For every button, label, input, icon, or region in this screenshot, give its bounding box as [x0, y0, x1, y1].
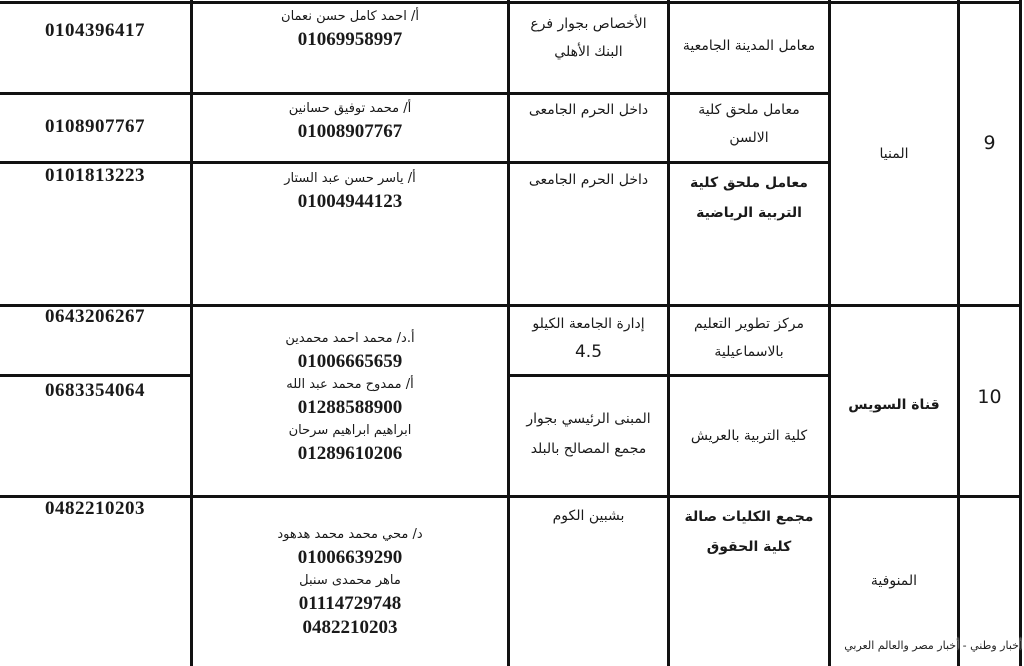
grid-line-right: [1019, 0, 1022, 666]
address: داخل الحرم الجامعى: [528, 172, 649, 188]
grid-line-row4-left: [0, 374, 191, 377]
address: [510, 310, 667, 366]
group-number: 10: [977, 386, 1002, 408]
landline: 0643206267: [45, 306, 145, 327]
contact-name: ماهر محمدى سنبل: [299, 573, 401, 588]
landline: 0683354064: [45, 380, 145, 401]
exam-place: كلية التربية بالعريش: [690, 428, 808, 444]
address: [510, 404, 667, 464]
landline: 0108907767: [45, 116, 145, 137]
contact-phone: 01114729748: [298, 593, 402, 614]
contact-name: د/ محي محمد محمد هدهود: [277, 527, 423, 542]
contact-phone: 0482210203: [302, 617, 398, 638]
address-line: البنك الأهلي: [554, 44, 623, 60]
exam-place: [670, 96, 828, 152]
governorate: قناة السويس: [848, 397, 940, 413]
contact-name: أ/ ممدوح محمد عبد الله: [286, 377, 414, 392]
contact-block-shared: [193, 328, 507, 466]
governorate: المنيا: [879, 146, 909, 162]
exam-place: معامل المدينة الجامعية: [682, 38, 816, 54]
grid-line-col5: [957, 0, 960, 666]
exam-place: [670, 310, 828, 366]
contact-phone: 01289610206: [297, 443, 403, 464]
landline: 0104396417: [45, 20, 145, 41]
grid-line-row1: [0, 92, 830, 95]
contact-phone: 01006665659: [297, 351, 403, 372]
landline: 0482210203: [45, 498, 145, 519]
address: [510, 10, 667, 66]
address: داخل الحرم الجامعى: [528, 102, 649, 118]
address: بشبين الكوم: [552, 508, 625, 524]
watermark: أخبار وطني - أخبار مصر والعالم العربي: [844, 639, 1022, 652]
contact-phone: 01006639290: [297, 547, 403, 568]
place-line: التربية الرياضية: [696, 205, 802, 221]
address-line: المبنى الرئيسي بجوار: [526, 411, 651, 427]
contact-block: [193, 98, 507, 144]
contact-name: أ.د/ محمد احمد محمدين: [285, 331, 415, 346]
contact-phone: 01004944123: [297, 191, 403, 212]
exam-place: [670, 168, 828, 228]
governorate: المنوفية: [870, 573, 918, 589]
contact-name: أ/ احمد كامل حسن نعمان: [281, 9, 419, 24]
contact-phone: 01069958997: [297, 29, 403, 50]
contact-block: [193, 6, 507, 52]
contact-name: ابراهيم ابراهيم سرحان: [288, 423, 412, 438]
contact-block: [193, 168, 507, 214]
place-line: الالسن: [729, 130, 769, 146]
place-line: مجمع الكليات صالة: [684, 509, 814, 525]
contact-name: أ/ محمد توفيق حسانين: [288, 101, 412, 116]
grid-line-top: [0, 1, 1022, 4]
group-number: 9: [983, 132, 996, 154]
grid-line-row2: [0, 161, 830, 164]
address-line: 4.5: [574, 342, 603, 362]
place-line: كلية الحقوق: [706, 539, 792, 555]
exam-place: [670, 502, 828, 562]
address-line: إدارة الجامعة الكيلو: [532, 316, 645, 332]
contact-phone: 01008907767: [297, 121, 403, 142]
contact-phone: 01288588900: [297, 397, 403, 418]
contact-block: [193, 524, 507, 640]
address-line: الأخصاص بجوار فرع: [530, 16, 647, 32]
place-line: معامل ملحق كلية: [690, 175, 808, 191]
contact-name: أ/ ياسر حسن عبد الستار: [284, 171, 416, 186]
place-line: مركز تطوير التعليم: [693, 316, 805, 332]
place-line: معامل ملحق كلية: [698, 102, 800, 118]
place-line: بالاسماعيلية: [714, 344, 784, 360]
landline: 0101813223: [45, 165, 145, 186]
address-line: مجمع المصالح بالبلد: [530, 441, 647, 457]
